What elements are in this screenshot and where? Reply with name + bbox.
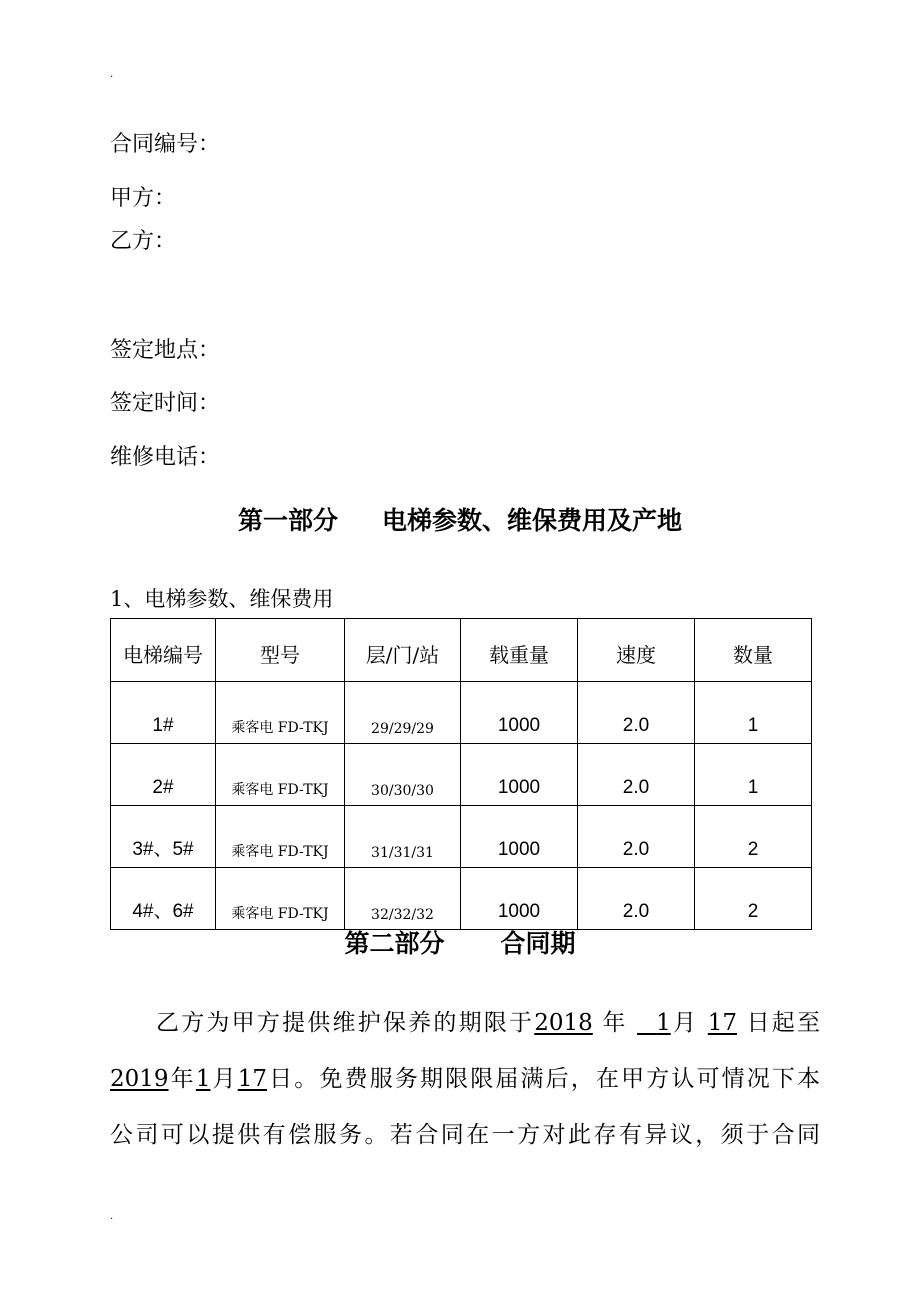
footer-dot: . — [110, 1211, 114, 1222]
table-row — [111, 868, 812, 930]
repair-phone-label: 维修电话： — [110, 445, 221, 470]
term-line-2-rest: 日。免费服务期限限届满后，在甲方认可情况下本 — [267, 1066, 821, 1092]
cell-model: 乘客电 FD-TKJ — [216, 682, 345, 744]
table-row — [111, 682, 812, 744]
part1-heading — [0, 503, 920, 539]
contract-term-line-2 — [110, 1051, 820, 1107]
cell-speed: 2.0 — [578, 682, 695, 744]
cell-quantity: 2 — [695, 868, 812, 930]
cell-load: 1000 — [461, 806, 578, 868]
section-subtitle: 1、电梯参数、维保费用 — [110, 587, 334, 611]
elevator-params-table — [110, 618, 812, 930]
cell-elevator-id: 1# — [111, 682, 216, 744]
month-label: 月 — [670, 1010, 699, 1036]
cell-quantity: 2 — [695, 806, 812, 868]
cell-elevator-id: 2# — [111, 744, 216, 806]
cell-elevator-id: 4#、6# — [111, 868, 216, 930]
cell-floors: 29/29/29 — [345, 682, 461, 744]
end-month: 1 — [195, 1066, 211, 1092]
part1-number: 第一部分 — [237, 506, 338, 535]
header-model: 型号 — [216, 619, 345, 682]
cell-floors: 32/32/32 — [345, 868, 461, 930]
end-year: 2019 — [110, 1066, 169, 1092]
cell-load: 1000 — [461, 868, 578, 930]
end-year-label: 年 — [168, 1066, 196, 1092]
term-prefix: 乙方为甲方提供维护保养的期限于 — [156, 1010, 535, 1036]
party-a-label: 甲方： — [110, 186, 177, 211]
part1-title: 电梯参数、维保费用及产地 — [382, 506, 683, 535]
cell-speed: 2.0 — [578, 806, 695, 868]
start-month: 1 — [656, 1010, 671, 1036]
table-row — [111, 744, 812, 806]
cell-floors: 31/31/31 — [345, 806, 461, 868]
start-year: 2018 — [534, 1010, 593, 1036]
header-elevator-id: 电梯编号 — [111, 619, 216, 682]
start-day: 17 — [707, 1010, 738, 1036]
header-load: 载重量 — [461, 619, 578, 682]
header-dot: . — [110, 69, 114, 80]
header-quantity: 数量 — [695, 619, 812, 682]
sign-time-label: 签定时间： — [110, 391, 221, 416]
cell-model: 乘客电 FD-TKJ — [216, 868, 345, 930]
table-header-row — [111, 619, 812, 682]
cell-floors: 30/30/30 — [345, 744, 461, 806]
year-label: 年 — [602, 1010, 628, 1036]
cell-quantity: 1 — [695, 682, 812, 744]
cell-model: 乘客电 FD-TKJ — [216, 806, 345, 868]
contract-term-line-3: 公司可以提供有偿服务。若合同在一方对此存有异议，须于合同 — [110, 1122, 820, 1148]
end-month-label: 月 — [210, 1066, 238, 1092]
cell-load: 1000 — [461, 682, 578, 744]
contract-term-line-1 — [110, 995, 820, 1051]
part2-heading — [0, 926, 920, 962]
table-row — [111, 806, 812, 868]
header-floors: 层/门/站 — [345, 619, 461, 682]
part2-title: 合同期 — [500, 929, 576, 958]
cell-speed: 2.0 — [578, 744, 695, 806]
header-speed: 速度 — [578, 619, 695, 682]
end-day: 17 — [237, 1066, 268, 1092]
day-until-label: 日起至 — [746, 1010, 821, 1036]
cell-elevator-id: 3#、5# — [111, 806, 216, 868]
cell-load: 1000 — [461, 744, 578, 806]
cell-model: 乘客电 FD-TKJ — [216, 744, 345, 806]
party-b-label: 乙方： — [110, 229, 177, 254]
part2-number: 第二部分 — [344, 929, 445, 958]
sign-place-label: 签定地点： — [110, 338, 221, 363]
contract-number-label: 合同编号： — [110, 132, 221, 157]
cell-speed: 2.0 — [578, 868, 695, 930]
cell-quantity: 1 — [695, 744, 812, 806]
